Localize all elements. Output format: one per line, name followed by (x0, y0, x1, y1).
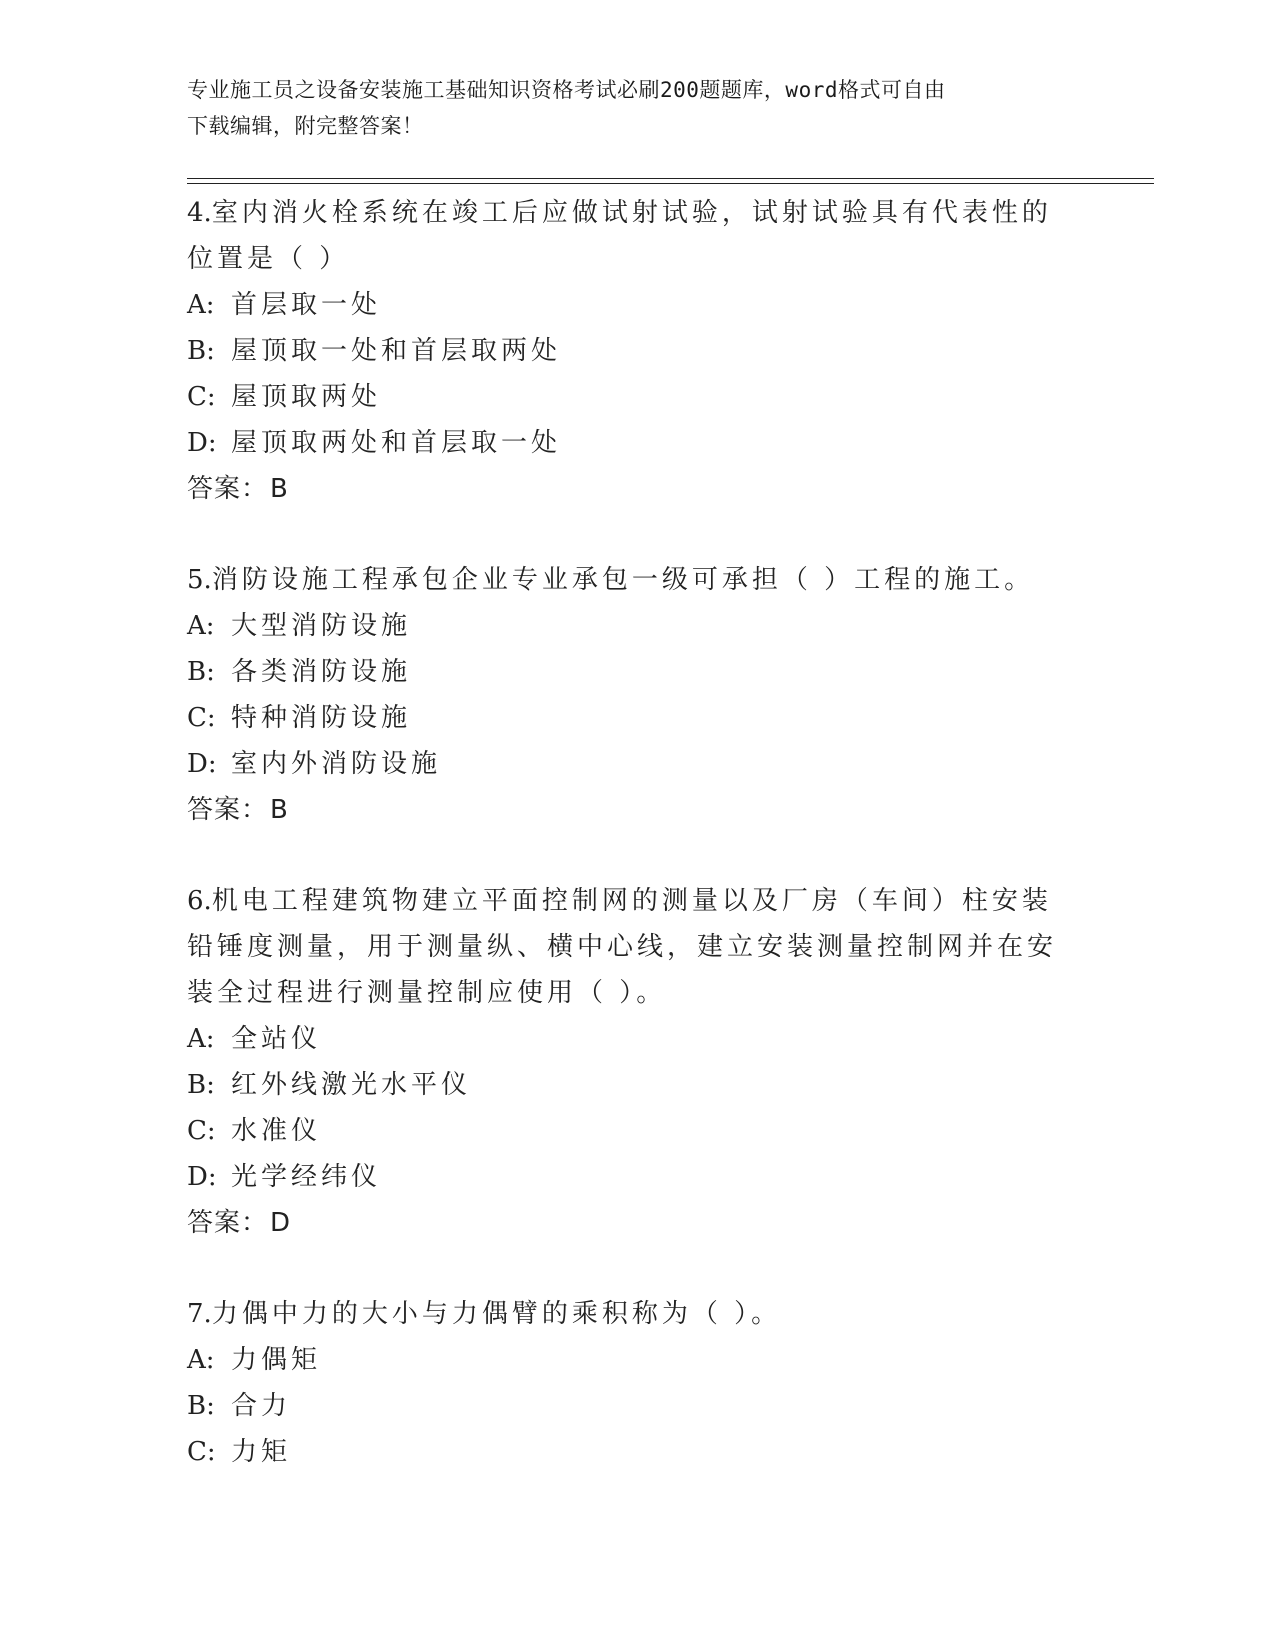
option-text: 水准仪 (231, 1116, 322, 1146)
question-number: 4. (187, 198, 212, 228)
document-header (187, 72, 1067, 144)
answer-label: 答案： (187, 474, 269, 504)
option-letter: C: (187, 1437, 216, 1467)
answer-value: B (270, 795, 289, 825)
option-b (187, 1383, 1067, 1429)
header-line-1: 专业施工员之设备安装施工基础知识资格考试必刷200题题库，word格式可自由 (187, 78, 946, 102)
question-stem (187, 557, 1067, 603)
option-letter: A: (187, 1024, 215, 1054)
option-text: 合力 (231, 1391, 292, 1421)
question-list (187, 190, 1067, 1475)
question-7 (187, 1291, 1067, 1475)
question-text: 机电工程建筑物建立平面控制网的测量以及厂房（车间）柱安装铅锤度测量，用于测量纵、横中心线，建立安装测量控制网并在安装全过程进行测量控制应使用（ ）。 (187, 886, 1058, 1008)
question-5 (187, 557, 1067, 833)
question-number: 5. (187, 565, 212, 595)
option-letter: D: (187, 428, 217, 458)
question-4 (187, 190, 1067, 512)
option-letter: D: (187, 749, 217, 779)
option-a (187, 1337, 1067, 1383)
header-divider-top (187, 178, 1154, 179)
question-number: 7. (187, 1299, 212, 1329)
question-text: 室内消火栓系统在竣工后应做试射试验，试射试验具有代表性的位置是（ ） (187, 198, 1052, 274)
option-text: 力偶矩 (231, 1345, 322, 1375)
question-stem (187, 1291, 1067, 1337)
option-b (187, 649, 1067, 695)
question-text: 力偶中力的大小与力偶臂的乘积称为（ ）。 (211, 1299, 782, 1329)
answer-line (187, 1200, 1067, 1246)
option-text: 室内外消防设施 (231, 749, 442, 779)
option-d (187, 1154, 1067, 1200)
option-c (187, 1429, 1067, 1475)
option-letter: C: (187, 703, 216, 733)
option-letter: A: (187, 1345, 215, 1375)
question-number: 6. (187, 886, 212, 916)
option-text: 特种消防设施 (231, 703, 412, 733)
option-letter: C: (187, 1116, 216, 1146)
option-b (187, 328, 1067, 374)
answer-line (187, 466, 1067, 512)
option-text: 红外线激光水平仪 (231, 1070, 472, 1100)
answer-label: 答案： (187, 795, 269, 825)
question-stem (187, 190, 1067, 282)
option-text: 首层取一处 (231, 290, 382, 320)
option-letter: D: (187, 1162, 217, 1192)
header-divider-bottom (187, 183, 1154, 184)
option-b (187, 1062, 1067, 1108)
option-text: 屋顶取两处 (231, 382, 382, 412)
option-text: 屋顶取一处和首层取两处 (231, 336, 562, 366)
option-letter: C: (187, 382, 216, 412)
answer-value: B (270, 474, 289, 504)
answer-line (187, 787, 1067, 833)
option-text: 全站仪 (231, 1024, 322, 1054)
answer-value: D (270, 1208, 292, 1238)
option-letter: B: (187, 657, 215, 687)
option-c (187, 1108, 1067, 1154)
option-letter: B: (187, 336, 215, 366)
option-letter: A: (187, 611, 215, 641)
option-text: 屋顶取两处和首层取一处 (231, 428, 562, 458)
header-line-2: 下载编辑，附完整答案！ (187, 114, 424, 138)
option-c (187, 695, 1067, 741)
option-letter: B: (187, 1070, 215, 1100)
option-text: 各类消防设施 (231, 657, 412, 687)
option-letter: B: (187, 1391, 215, 1421)
option-letter: A: (187, 290, 215, 320)
option-a (187, 282, 1067, 328)
option-c (187, 374, 1067, 420)
question-stem (187, 878, 1067, 1016)
option-d (187, 741, 1067, 787)
option-a (187, 603, 1067, 649)
question-6 (187, 878, 1067, 1246)
option-text: 大型消防设施 (231, 611, 412, 641)
question-text: 消防设施工程承包企业专业承包一级可承担（ ）工程的施工。 (211, 565, 1035, 595)
answer-label: 答案： (187, 1208, 269, 1238)
option-text: 光学经纬仪 (231, 1162, 382, 1192)
option-a (187, 1016, 1067, 1062)
option-d (187, 420, 1067, 466)
option-text: 力矩 (231, 1437, 292, 1467)
